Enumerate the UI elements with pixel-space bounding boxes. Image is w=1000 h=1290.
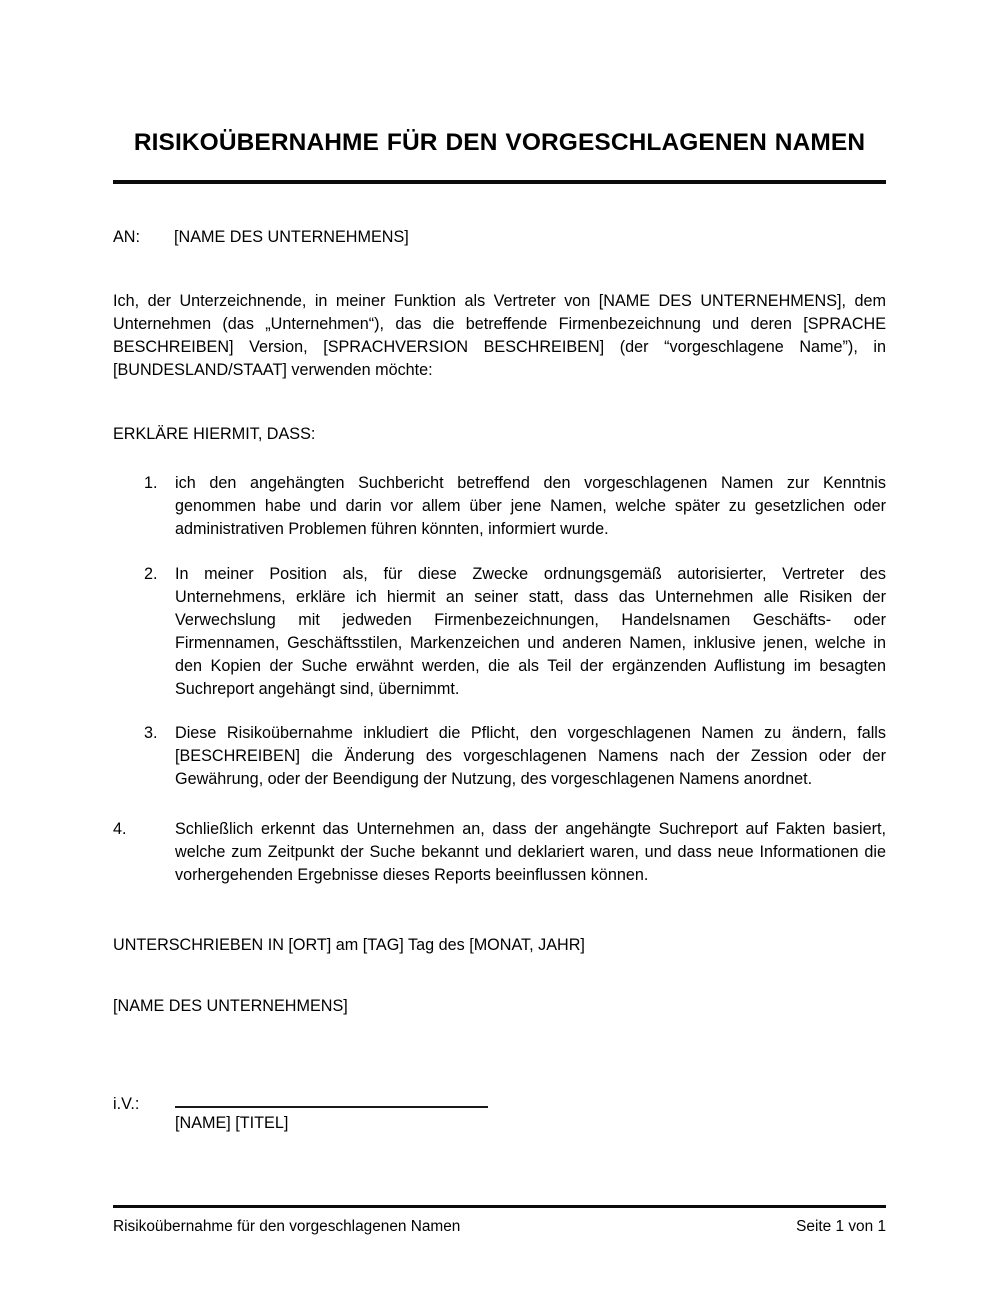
clause-number: 1. [144, 474, 158, 493]
page-title: RISIKOÜBERNAHME FÜR DEN VORGESCHLAGENEN NAMEN [133, 129, 866, 156]
document-content [113, 0, 886, 1135]
clause-number: 2. [144, 564, 158, 583]
signature-block [113, 1093, 886, 1135]
recipient-row [113, 226, 886, 249]
signature-caption: [NAME] [TITEL] [175, 1113, 289, 1132]
clause-list [113, 472, 886, 887]
clause-number: 4. [113, 820, 127, 839]
company-name-line: [NAME DES UNTERNEHMENS] [113, 996, 348, 1015]
clause-item [113, 563, 886, 701]
clause-text: Schließlich erkennt das Unternehmen an, dass der angehängte Suchreport auf Fakten basiert, welche zum Zeitpunkt der Suche bekannt und deklariert waren, und dass neue Informationen die vorhergehenden Ergebnisse dieses Reports beeinflussen können. [175, 820, 886, 885]
clause-item [113, 818, 886, 887]
recipient-label: AN: [113, 228, 140, 247]
footer-page-number: Seite 1 von 1 [796, 1218, 886, 1235]
signed-statement: UNTERSCHRIEBEN IN [ORT] am [TAG] Tag des [MONAT, JAHR] [113, 935, 585, 954]
intro-paragraph: Ich, der Unterzeichnende, in meiner Funktion als Vertreter von [NAME DES UNTERNEHMENS], dem Unternehmen (das „Unternehmen“), das die betreffende Firmenbezeichnung und deren [SPRACHE BESCHREIBEN] Version, [SPRACHVERSION BESCHREIBEN] (der “vorgeschlagene Name”), in [BUNDESLAND/STAAT] verwenden möchte: [113, 292, 886, 380]
clause-number: 3. [144, 724, 158, 743]
footer-row [113, 1217, 886, 1237]
clause-text: ich den angehängten Suchbericht betreffend den vorgeschlagenen Namen zur Kenntnis genommen habe und darin vor allem über jene Namen, welche später zu gesetzlichen oder administrativen Problemen führen könnten, informiert wurde. [175, 474, 886, 539]
declaration-heading: ERKLÄRE HIERMIT, DASS: [113, 425, 316, 444]
clause-text: In meiner Position als, für diese Zwecke ordnungsgemäß autorisierter, Vertreter des Unternehmens, erkläre ich hiermit an seiner statt, dass das Unternehmen alle Risiken der Verwechslung mit jedweden Firmenbezeichnungen, Handelsnamen Geschäfts- oder Firmennamen, Geschäftsstilen, Markenzeichen und anderen Namen, inklusive jenen, welche in den Kopien der Suche erwähnt werden, die als Teil der ergänzenden Auflistung im besagten Suchreport angehängt sind, übernimmt. [175, 564, 886, 698]
recipient-value: [NAME DES UNTERNEHMENS] [174, 228, 409, 247]
footer-divider [113, 1205, 886, 1208]
title-divider [113, 180, 886, 184]
footer-document-name: Risikoübernahme für den vorgeschlagenen Namen [113, 1218, 461, 1235]
signature-line [175, 1106, 488, 1108]
signature-fields [175, 1093, 886, 1135]
clause-text: Diese Risikoübernahme inkludiert die Pflicht, den vorgeschlagenen Namen zu ändern, falls [BESCHREIBEN] die Änderung des vorgeschlagenen Namens nach der Zession oder der Gewährung, oder der Beendigung der Nutzung, des vorgeschlagenen Namens anordnet. [175, 724, 886, 789]
clause-item [113, 472, 886, 541]
clause-item [113, 722, 886, 791]
page-footer [113, 1205, 886, 1237]
signature-label: i.V.: [113, 1094, 140, 1113]
